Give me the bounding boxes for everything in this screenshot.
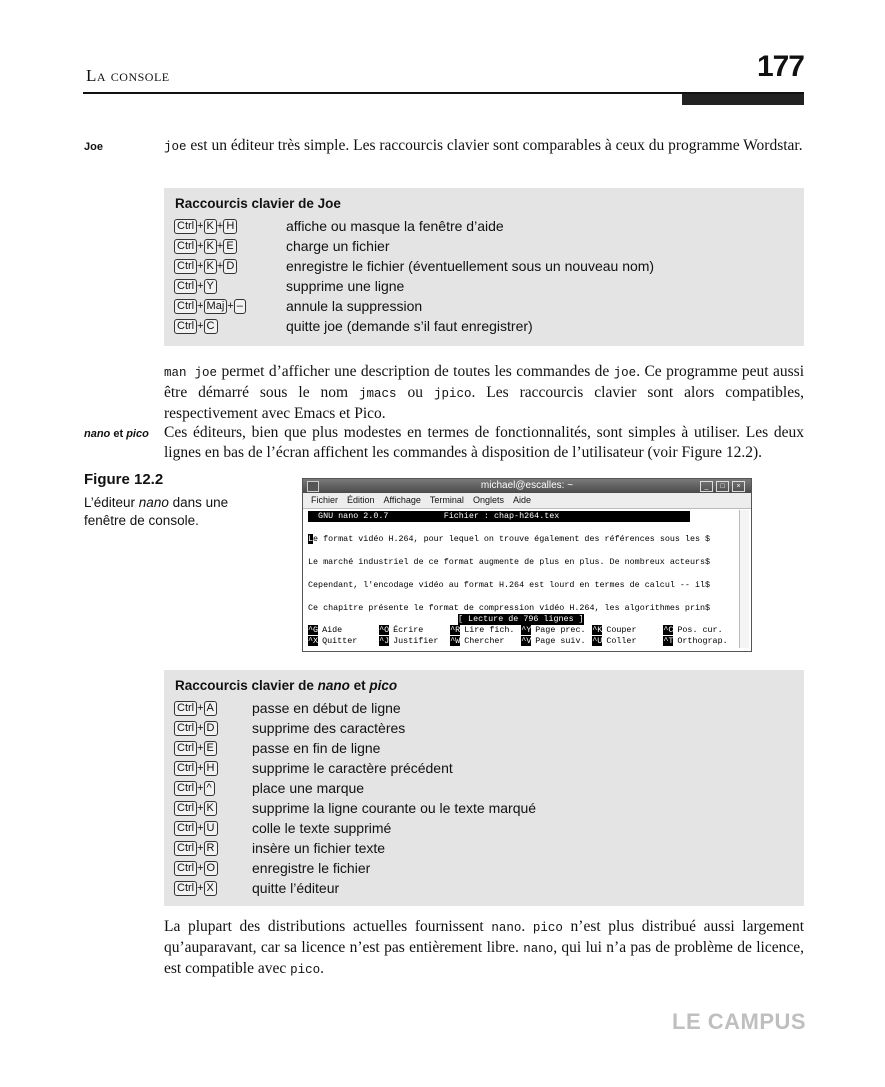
shortcut-keys xyxy=(174,741,252,756)
keycap: K xyxy=(204,239,217,254)
terminal-app-icon xyxy=(307,481,319,492)
text: . xyxy=(521,918,533,935)
plus-sign: + xyxy=(197,802,204,814)
shortcut-description: charge un fichier xyxy=(286,238,390,254)
plus-sign: + xyxy=(197,722,204,734)
keycap: K xyxy=(204,259,217,274)
title-pico: pico xyxy=(369,678,398,693)
keycap: Ctrl xyxy=(174,701,197,716)
keycap: Ctrl xyxy=(174,861,197,876)
shortcut-keys xyxy=(174,861,252,876)
plus-sign: + xyxy=(197,882,204,894)
shortcut-description: quitte joe (demande s’il faut enregistrer) xyxy=(286,318,533,334)
joe-intro xyxy=(164,136,804,157)
keycap: Ctrl xyxy=(174,279,197,294)
plus-sign: + xyxy=(197,300,204,312)
publisher-logo: LE CAMPUS xyxy=(672,1009,807,1034)
shortcut-row xyxy=(174,236,794,256)
title-text: et xyxy=(349,678,370,693)
margin-label-nano-pico xyxy=(84,428,149,440)
plus-sign: + xyxy=(227,300,234,312)
text: . Ce programme peut aussi être démarré sous le nom xyxy=(164,363,805,401)
nano-key-label: Justifier xyxy=(393,636,439,646)
nano-intro: Ces éditeurs, bien que plus modestes en termes de fonctionnalités, sont simples à utiliser. Les deux lignes en bas de l’écran affichent les commandes à disposition de l’utilisateur (voir Figure 12.2). xyxy=(164,424,804,461)
page-number: 177 xyxy=(756,50,804,83)
keycap: K xyxy=(204,801,217,816)
terminal-menubar xyxy=(303,493,751,509)
keycap: Ctrl xyxy=(174,299,197,314)
keycap: ^ xyxy=(204,781,215,796)
keycap: D xyxy=(223,259,237,274)
nano-key-label: Aide xyxy=(322,625,343,635)
nano-line-4: Ce chapitre présente le format de compression vidéo H.264, les algorithmes prin$ xyxy=(308,603,711,613)
chapter-title: La console xyxy=(86,66,170,85)
terminal-window xyxy=(302,478,752,652)
shortcut-row xyxy=(174,738,794,758)
keycap: A xyxy=(204,701,217,716)
keycap: Ctrl xyxy=(174,841,197,856)
figure-label: Figure 12.2 xyxy=(84,471,164,488)
nano-key: ^R xyxy=(450,625,461,635)
shortcut-keys xyxy=(174,219,286,234)
code-nano: nano xyxy=(491,921,522,935)
nano-key: ^X xyxy=(308,636,319,646)
shortcut-row xyxy=(174,256,794,276)
keycap: Maj xyxy=(204,299,228,314)
nano-key-label: Coller xyxy=(606,636,637,646)
terminal-scrollbar[interactable] xyxy=(739,510,749,648)
terminal-menu-item[interactable]: Terminal xyxy=(429,495,464,505)
shortcut-keys xyxy=(174,299,286,314)
nano-key-label: Chercher xyxy=(464,636,505,646)
shortcut-row xyxy=(174,758,794,778)
shortcut-keys xyxy=(174,841,252,856)
keycap: X xyxy=(204,881,217,896)
joe-shortcuts-box xyxy=(164,188,804,346)
keycap: H xyxy=(204,761,218,776)
nano-key: ^W xyxy=(450,636,461,646)
terminal-titlebar xyxy=(303,479,751,493)
code-jpico: jpico xyxy=(433,387,472,401)
text: , qui lui n’a pas de problème de licence, est compatible avec xyxy=(164,939,804,977)
label-nano: nano xyxy=(84,428,111,440)
nano-key-label: Page suiv. xyxy=(535,636,586,646)
keycap: K xyxy=(204,219,217,234)
keycap: Ctrl xyxy=(174,781,197,796)
joe-box-title: Raccourcis clavier de Joe xyxy=(175,196,341,211)
keycap: E xyxy=(223,239,236,254)
shortcut-keys xyxy=(174,761,252,776)
shortcut-row xyxy=(174,878,794,898)
keycap: Ctrl xyxy=(174,239,197,254)
terminal-menu-item[interactable]: Affichage xyxy=(383,495,421,505)
shortcut-description: place une marque xyxy=(252,780,365,796)
nano-key-label: Pos. cur. xyxy=(677,625,723,635)
shortcut-keys xyxy=(174,781,252,796)
joe-cmd: joe xyxy=(164,140,187,154)
keycap: R xyxy=(204,841,218,856)
text: . Les raccourcis clavier sont alors compatibles, respectivement avec Emacs et Pico. xyxy=(164,384,805,422)
code-nano: nano xyxy=(523,942,554,956)
keycap: Ctrl xyxy=(174,259,197,274)
shortcut-keys xyxy=(174,259,286,274)
margin-label-joe: Joe xyxy=(84,141,103,153)
shortcut-row xyxy=(174,316,794,336)
nano-key: ^J xyxy=(379,636,390,646)
keycap: – xyxy=(234,299,246,314)
caption-text: L’éditeur xyxy=(84,495,139,510)
shortcut-row xyxy=(174,216,794,236)
nano-key: ^U xyxy=(592,636,603,646)
keycap: U xyxy=(204,821,218,836)
plus-sign: + xyxy=(197,320,204,332)
shortcut-description: affiche ou masque la fenêtre d’aide xyxy=(286,218,504,234)
title-text: Raccourcis clavier de xyxy=(175,678,318,693)
nano-header: GNU nano 2.0.7 Fichier : chap-h264.tex xyxy=(308,511,690,521)
keycap: H xyxy=(223,219,237,234)
plus-sign: + xyxy=(197,260,204,272)
plus-sign: + xyxy=(216,240,224,252)
nano-key-label: Couper xyxy=(606,625,637,635)
nano-line-text: e format vidéo H.264, pour lequel on trouve également des références sous les $ xyxy=(313,534,711,544)
shortcut-row xyxy=(174,778,794,798)
code-pico: pico xyxy=(290,963,321,977)
nano-key-label: Orthograp. xyxy=(677,636,728,646)
nano-shortcuts-row-1 xyxy=(308,625,734,636)
code-jmacs: jmacs xyxy=(359,387,397,401)
nano-key: ^V xyxy=(521,636,532,646)
caption-nano: nano xyxy=(138,495,169,510)
text: . xyxy=(320,960,324,977)
shortcut-keys xyxy=(174,319,286,334)
plus-sign: + xyxy=(197,220,204,232)
shortcut-keys xyxy=(174,821,252,836)
shortcut-row xyxy=(174,698,794,718)
nano-shortcuts-box xyxy=(164,670,804,906)
shortcut-keys xyxy=(174,239,286,254)
plus-sign: + xyxy=(197,742,204,754)
shortcut-description: supprime le caractère précédent xyxy=(252,760,453,776)
shortcut-keys xyxy=(174,701,252,716)
shortcut-description: quitte l’éditeur xyxy=(252,880,340,896)
joe-shortcut-list xyxy=(174,216,794,336)
keycap: O xyxy=(204,861,219,876)
text: La plupart des distributions actuelles fournissent xyxy=(164,918,492,935)
shortcut-description: insère un fichier texte xyxy=(252,840,386,856)
keycap: Ctrl xyxy=(174,319,197,334)
header-bar xyxy=(682,94,804,105)
maximize-icon[interactable]: □ xyxy=(716,481,729,492)
close-icon[interactable]: × xyxy=(732,481,745,492)
keycap: Ctrl xyxy=(174,721,197,736)
shortcut-keys xyxy=(174,721,252,736)
cursor: L xyxy=(308,534,314,544)
shortcut-keys xyxy=(174,279,286,294)
label-et: et xyxy=(110,428,127,440)
terminal-menu-item[interactable]: Fichier xyxy=(311,495,339,505)
shortcut-description: enregistre le fichier (éventuellement sous un nouveau nom) xyxy=(286,258,655,274)
shortcut-row xyxy=(174,276,794,296)
terminal-menu-item[interactable]: Édition xyxy=(347,495,375,505)
keycap: Y xyxy=(204,279,217,294)
keycap: D xyxy=(204,721,218,736)
code-pico: pico xyxy=(532,921,563,935)
nano-key: ^C xyxy=(663,625,674,635)
nano-key: ^Y xyxy=(521,625,532,635)
shortcut-description: annule la suppression xyxy=(286,298,423,314)
joe-intro-text: est un éditeur très simple. Les raccourcis clavier sont comparables à ceux du programme Wordstar. xyxy=(186,137,803,154)
window-title: michael@escalles: ~ xyxy=(480,480,574,491)
code-joe: joe xyxy=(613,366,637,380)
plus-sign: + xyxy=(197,240,204,252)
keycap: Ctrl xyxy=(174,219,197,234)
keycap: Ctrl xyxy=(174,761,197,776)
shortcut-keys xyxy=(174,881,252,896)
nano-line-2: Le marché industriel de ce format augmente de plus en plus. De nombreux acteurs$ xyxy=(308,557,711,567)
figure-caption xyxy=(84,494,264,530)
nano-line-3: Cependant, l'encodage vidéo au format H.264 est lourd en termes de calcul -- il$ xyxy=(308,580,711,590)
plus-sign: + xyxy=(216,260,224,272)
text: n’est plus distribué aussi largement qu’auparavant, car sa licence n’est pas entièrement libre. xyxy=(164,918,804,956)
shortcut-description: colle le texte supprimé xyxy=(252,820,392,836)
shortcut-description: supprime une ligne xyxy=(286,278,405,294)
terminal-menu-item[interactable]: Onglets xyxy=(472,495,504,505)
nano-status: [ Lecture de 796 lignes ] xyxy=(458,614,584,624)
nano-box-title xyxy=(175,678,397,693)
keycap: Ctrl xyxy=(174,741,197,756)
caption-text: dans une fenêtre de console. xyxy=(84,495,229,528)
keycap: Ctrl xyxy=(174,801,197,816)
minimize-icon[interactable]: _ xyxy=(700,481,713,492)
terminal-menu-item[interactable]: Aide xyxy=(512,495,531,505)
keycap: E xyxy=(204,741,217,756)
shortcut-row xyxy=(174,798,794,818)
plus-sign: + xyxy=(197,782,204,794)
label-pico: pico xyxy=(126,428,149,440)
plus-sign: + xyxy=(197,762,204,774)
nano-key: ^G xyxy=(308,625,319,635)
shortcut-description: supprime la ligne courante ou le texte marqué xyxy=(252,800,537,816)
nano-key-label: Écrire xyxy=(393,625,424,635)
shortcut-keys xyxy=(174,801,252,816)
nano-key-label: Quitter xyxy=(322,636,358,646)
text: ou xyxy=(396,384,434,401)
nano-key: ^O xyxy=(379,625,390,635)
nano-line-1 xyxy=(308,534,710,545)
plus-sign: + xyxy=(197,702,204,714)
title-nano: nano xyxy=(317,678,350,693)
shortcut-row xyxy=(174,838,794,858)
nano-screen xyxy=(306,510,736,648)
plus-sign: + xyxy=(197,842,204,854)
plus-sign: + xyxy=(197,862,204,874)
shortcut-row xyxy=(174,296,794,316)
code-man-joe: man joe xyxy=(164,366,218,380)
nano-key-label: Lire fich. xyxy=(464,625,515,635)
nano-key-label: Page prec. xyxy=(535,625,586,635)
keycap: Ctrl xyxy=(174,821,197,836)
shortcut-row xyxy=(174,858,794,878)
shortcut-description: passe en début de ligne xyxy=(252,700,401,716)
nano-key: ^T xyxy=(663,636,674,646)
nano-shortcuts-row-2 xyxy=(308,636,734,647)
keycap: C xyxy=(204,319,218,334)
closing-paragraph xyxy=(164,917,804,980)
text: permet d’afficher une description de toutes les commandes de xyxy=(217,363,614,380)
nano-key: ^K xyxy=(592,625,603,635)
plus-sign: + xyxy=(197,822,204,834)
shortcut-description: passe en fin de ligne xyxy=(252,740,381,756)
keycap: Ctrl xyxy=(174,881,197,896)
shortcut-row xyxy=(174,718,794,738)
plus-sign: + xyxy=(216,220,224,232)
shortcut-row xyxy=(174,818,794,838)
nano-shortcut-list xyxy=(174,698,794,898)
shortcut-description: enregistre le fichier xyxy=(252,860,371,876)
joe-after-paragraph xyxy=(164,362,804,424)
shortcut-description: supprime des caractères xyxy=(252,720,406,736)
plus-sign: + xyxy=(197,280,204,292)
